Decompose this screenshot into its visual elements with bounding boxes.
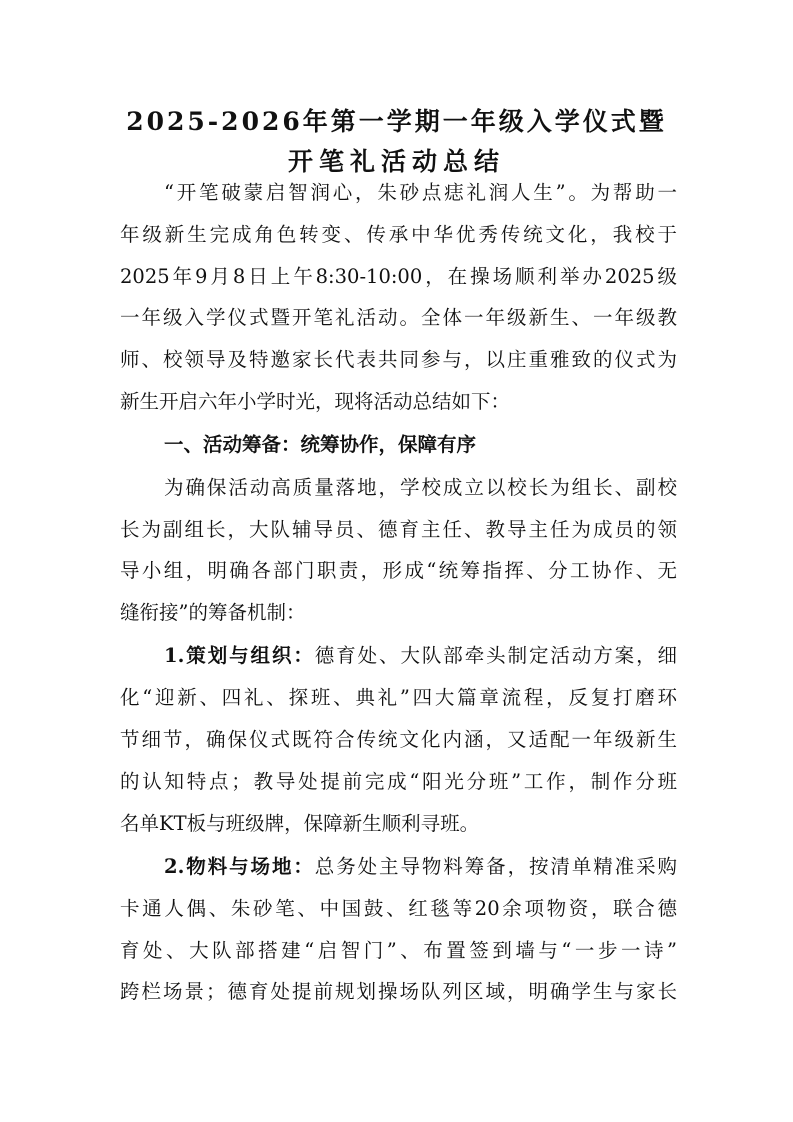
text-line: 一年级入学仪式暨开笔礼活动。全体一年级新生、一年级教 (120, 306, 677, 330)
text-line: 长为副组长，大队辅导员、德育主任、教导主任为成员的领 (120, 517, 677, 541)
text-line (120, 635, 677, 677)
text-line: 2025年9月8日上午8:30-10:00，在操场顺利举办2025级 (120, 264, 677, 288)
section-heading: 一、活动筹备：统筹协作，保障有序 (164, 432, 477, 456)
text-line: 年级新生完成角色转变、传承中华优秀传统文化，我校于 (120, 222, 677, 246)
text-line: 导小组，明确各部门职责，形成“统筹指挥、分工协作、无 (120, 559, 677, 583)
text-line: 为确保活动高质量落地，学校成立以校长为组长、副校 (164, 475, 677, 499)
document-title-line-1: 2025-2026年第一学期一年级入学仪式暨 (126, 107, 667, 136)
text-line (120, 846, 677, 888)
text-line: 卡通人偶、朱砂笔、中国鼓、红毯等20余项物资，联合德 (120, 896, 677, 920)
list-item-materials (120, 846, 677, 1013)
text-line: 新生开启六年小学时光，现将活动总结如下： (120, 389, 511, 413)
text-line: 名单KT板与班级牌，保障新生顺利寻班。 (120, 811, 480, 835)
text-line: 的认知特点；教导处提前完成“阳光分班”工作，制作分班 (120, 769, 677, 793)
document-body (120, 172, 677, 1013)
item-text: 德育处、大队部牵头制定活动方案，细 (314, 644, 677, 668)
intro-paragraph (120, 172, 677, 423)
list-item-planning (120, 635, 677, 844)
text-line: 化“迎新、四礼、探班、典礼”四大篇章流程，反复打磨环 (120, 686, 677, 710)
text-line: “开笔破蒙启智润心，朱砂点痣礼润人生”。为帮助一 (164, 181, 677, 204)
text-line: 缝衔接”的筹备机制： (120, 601, 306, 625)
item-lead: 1.策划与组织： (164, 644, 315, 668)
text-line: 跨栏场景；德育处提前规划操场队列区域，明确学生与家长 (120, 980, 677, 1004)
document-title-line-2: 开笔礼活动总结 (287, 147, 505, 176)
text-line: 节细节，确保仪式既符合传统文化内涵，又适配一年级新生 (120, 728, 677, 752)
item-lead: 2.物料与场地： (164, 854, 315, 878)
item-text: 总务处主导物料筹备，按清单精准采购 (314, 854, 677, 878)
section-paragraph (120, 467, 677, 634)
text-line: 育处、大队部搭建“启智门”、布置签到墙与“一步一诗” (120, 938, 677, 962)
text-line: 师、校领导及特邀家长代表共同参与，以庄重雅致的仪式为 (120, 348, 677, 372)
